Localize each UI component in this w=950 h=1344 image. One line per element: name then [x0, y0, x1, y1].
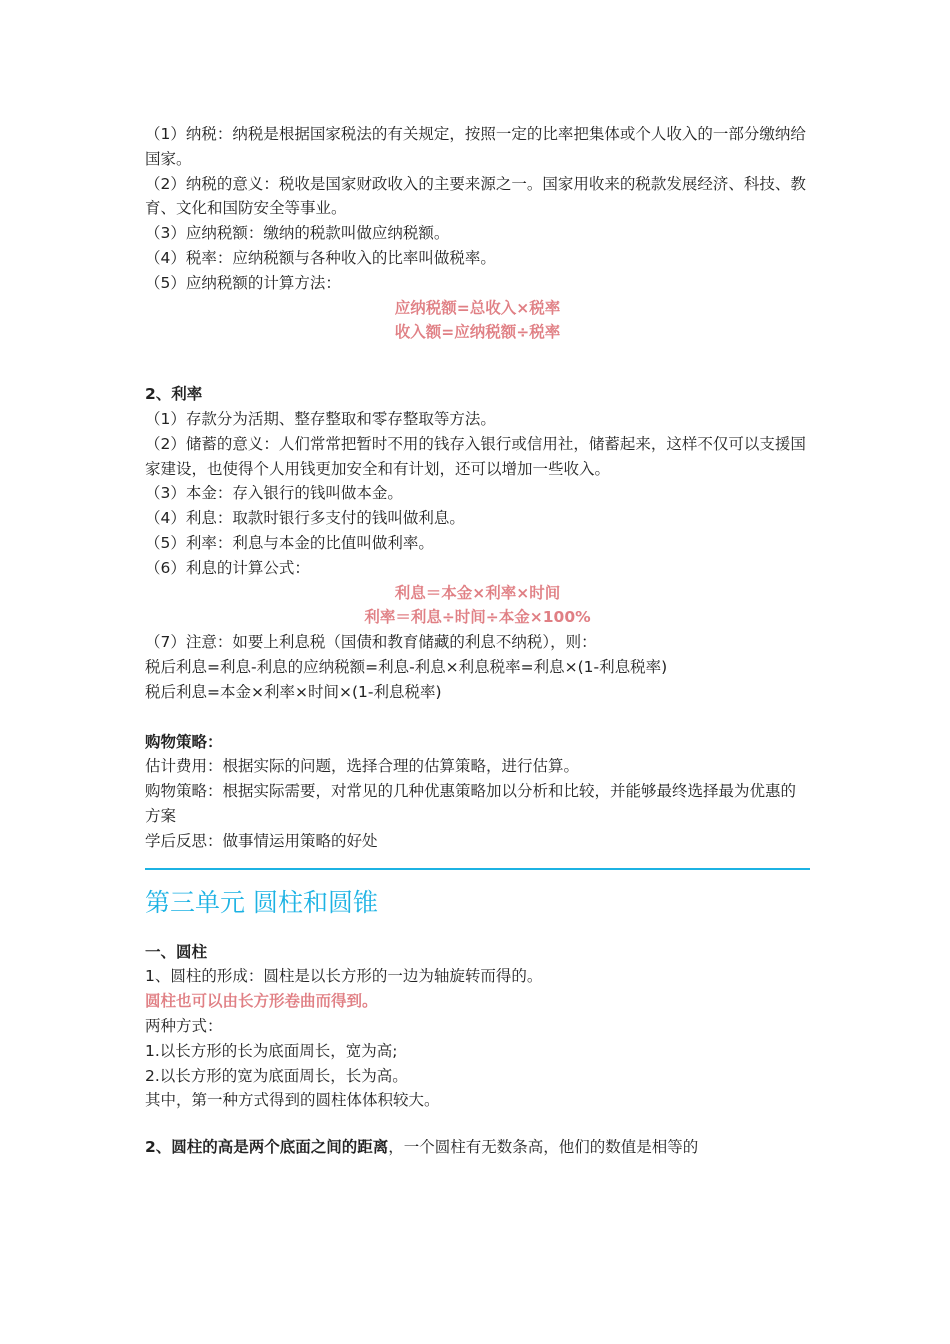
interest-paragraph-6: （6）利息的计算公式： [145, 558, 310, 577]
interest-paragraph-1: （1）存款分为活期、整存整取和零存整取等方法。 [145, 409, 496, 428]
interest-paragraph-7: （7）注意：如要上利息税（国债和教育储藏的利息不纳税），则： [145, 633, 597, 652]
tax-paragraph-4: （4）税率：应纳税额与各种收入的比率叫做税率。 [145, 248, 496, 267]
interest-formula-1: 利息＝本金×利率×时间 [394, 583, 561, 602]
cylinder-height-definition: 2、圆柱的高是两个底面之间的距离 [145, 1138, 389, 1157]
shopping-paragraph-1: 估计费用：根据实际的问题，选择合理的估算策略，进行估算。 [145, 757, 580, 776]
cylinder-paragraph-4: 2.以长方形的宽为底面周长，长为高。 [145, 1066, 408, 1085]
cylinder-heading: 一、圆柱 [145, 942, 208, 961]
cylinder-paragraph-5: 其中，第一种方式得到的圆柱体体积较大。 [145, 1091, 440, 1110]
tax-formula-1: 应纳税额=总收入×税率 [394, 298, 561, 317]
cylinder-paragraph-2: 两种方式： [145, 1016, 223, 1035]
cylinder-paragraph-1: 1、圆柱的形成：圆柱是以长方形的一边为轴旋转而得的。 [145, 967, 543, 986]
interest-paragraph-3: （3）本金：存入银行的钱叫做本金。 [145, 484, 403, 503]
shopping-paragraph-3: 学后反思：做事情运用策略的好处 [145, 831, 378, 850]
interest-paragraph-5: （5）利率：利息与本金的比值叫做利率。 [145, 533, 434, 552]
interest-paragraph-4: （4）利息：取款时银行多支付的钱叫做利息。 [145, 509, 465, 528]
shopping-paragraph-2: 购物策略：根据实际需要，对常见的几种优惠策略加以分析和比较，并能够最终选择最为优惠的方案 [145, 782, 797, 825]
unit-title: 第三单元 圆柱和圆锥 [145, 887, 378, 917]
section-divider [145, 868, 810, 870]
document-page [145, 122, 810, 1160]
cylinder-paragraph-6 [145, 1135, 810, 1160]
tax-paragraph-5: （5）应纳税额的计算方法： [145, 273, 341, 292]
interest-formula-2: 利率＝利息÷时间÷本金×100% [364, 608, 591, 627]
interest-paragraph-9: 税后利息=本金×利率×时间×(1-利息税率) [145, 682, 442, 701]
tax-paragraph-1: （1）纳税：纳税是根据国家税法的有关规定，按照一定的比率把集体或个人收入的一部分缴纳给国家。 [145, 125, 806, 168]
interest-heading: 2、利率 [145, 385, 203, 404]
tax-paragraph-2: （2）纳税的意义：税收是国家财政收入的主要来源之一。国家用收来的税款发展经济、科技、教育、文化和国防安全等事业。 [145, 174, 806, 218]
cylinder-height-note: ，一个圆柱有无数条高，他们的数值是相等的 [388, 1138, 699, 1157]
interest-paragraph-2: （2）储蓄的意义：人们常常把暂时不用的钱存入银行或信用社，储蓄起来，这样不仅可以支援国家建设，也使得个人用钱更加安全和有计划，还可以增加一些收入。 [145, 434, 806, 478]
tax-formula-2: 收入额=应纳税额÷税率 [394, 323, 561, 342]
tax-paragraph-3: （3）应纳税额：缴纳的税款叫做应纳税额。 [145, 224, 450, 243]
cylinder-paragraph-3: 1.以长方形的长为底面周长，宽为高; [145, 1041, 398, 1060]
interest-paragraph-8: 税后利息=利息-利息的应纳税额=利息-利息×利息税率=利息×(1-利息税率) [145, 657, 668, 676]
shopping-heading: 购物策略： [145, 732, 223, 751]
cylinder-highlight: 圆柱也可以由长方形卷曲而得到。 [145, 992, 378, 1011]
